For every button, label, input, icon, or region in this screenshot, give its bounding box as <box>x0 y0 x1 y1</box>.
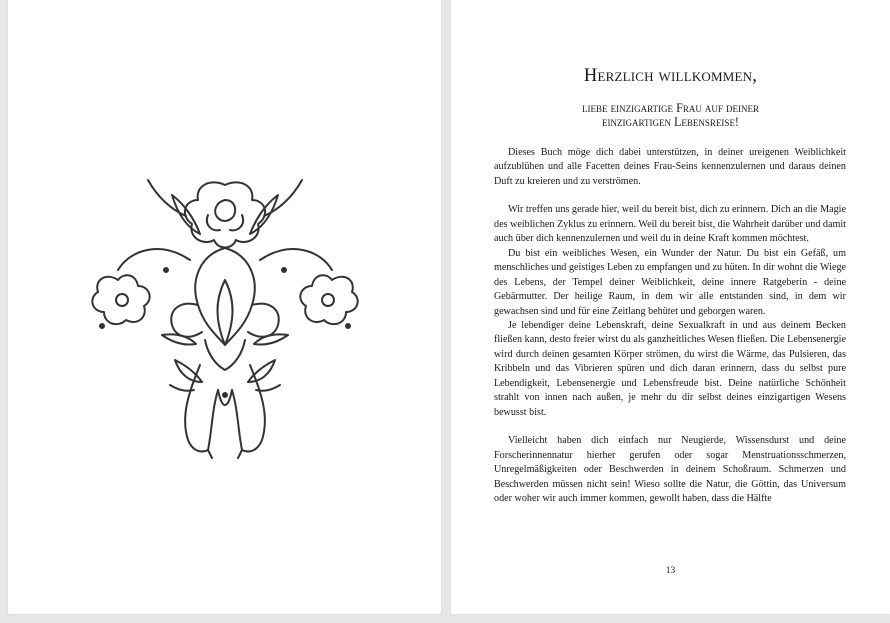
paragraph: Dieses Buch möge dich dabei unterstützen, in deiner ureigenen Weiblichkeit aufzublühen und alle Facetten deines Frau-Seins kennenzulernen und daraus deinen Duft zu kreieren und zu verströmen. <box>494 147 846 187</box>
subtitle-line-1: liebe einzigartige Frau auf deiner <box>582 101 759 115</box>
body-text <box>494 146 846 506</box>
paragraph: Wir treffen uns gerade hier, weil du bereit bist, dich zu erinnern. Dich an die Magie des weiblichen Zyklus zu erinnern. Weil du bereit bist, die Wahrheit darüber und damit auch über dich kennenzulernen und weil du in deine Kraft kommen möchtest. <box>494 204 846 245</box>
right-page <box>451 0 890 614</box>
floral-line-art-icon <box>80 160 370 460</box>
page-title: Herzlich willkommen, <box>583 66 758 86</box>
left-page <box>8 0 441 614</box>
page-subtitle <box>451 101 890 129</box>
paragraph: Je lebendiger deine Lebenskraft, deine Sexualkraft in und aus deinem Becken fließen kann, desto freier wirst du als ganzheitliches Wesen fließen. Die Lebensenergie wird durch deinen gesamten Körper strömen, du wirst die Wärme, das Pulsieren, das Kribbeln und das Vibrieren spüren und dich daran erinnern, dass du selbst pure Lebendigkeit, Lebensenergie und Lebensfreude bist. Deine natürliche Schönheit strahlt von innen nach außen, je mehr du dir selbst deines einzigartigen Wesens bewusst bist. <box>494 319 846 418</box>
subtitle-line-2: einzigartigen Lebensreise! <box>602 115 739 129</box>
page-number: 13 <box>665 566 676 576</box>
paragraph: Du bist ein weibliches Wesen, ein Wunder der Natur. Du bist ein Gefäß, um menschliches und geistiges Leben zu empfangen und zu hüten. In dir wohnt die Wiege des Lebens, der Tempel deiner Weiblichkeit, deine innere Ratgeberin - deine Gebärmutter. Der heilige Raum, in dem wir alle entstanden sind, in dem wir gewachsen sind und für eine Zeitlang behütet und geborgen waren. <box>494 247 846 317</box>
paragraph: Vielleicht haben dich einfach nur Neugierde, Wissensdurst und deine Forscherinnennatur hierher gerufen oder sogar Menstruationsschmerzen, Unregelmäßigkeiten oder Beschwerden in deinem Schoßraum. Schmerzen und Beschwerden müssen nicht sein! Wieso sollte die Natur, die Göttin, das Universum oder woher wir auch immer kommen, gewollt haben, dass die Hälfte <box>494 435 846 504</box>
